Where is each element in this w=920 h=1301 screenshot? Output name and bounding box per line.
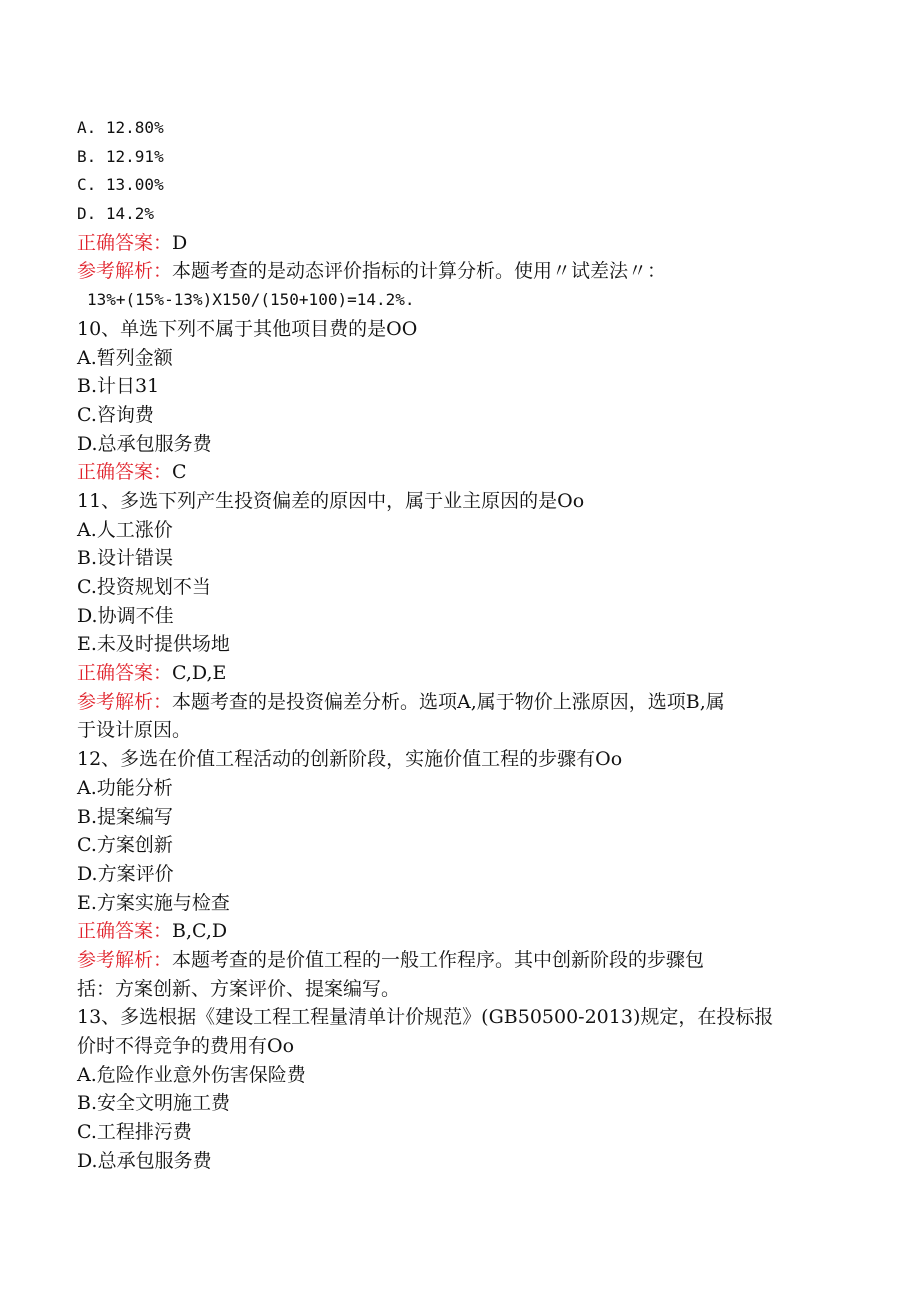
q11-option-c: C.投资规划不当: [77, 576, 211, 598]
q11-option-d: D.协调不佳: [77, 604, 174, 627]
q13-option-c: C.工程排污费: [77, 1121, 192, 1144]
q13-option-d: D.总承包服务费: [77, 1149, 212, 1172]
q12-answer: [77, 917, 827, 946]
q13-stem: 13、多选根据《建设工程工程量清单计价规范》(GB50500-2013)规定，在投标报: [77, 1006, 774, 1029]
q9-option-a: A. 12.80%: [77, 118, 164, 137]
q12-option-d: D.方案评价: [77, 862, 174, 885]
answer-value: D: [172, 231, 188, 254]
q11-analysis-continued: 于设计原因。: [77, 719, 192, 742]
answer-value: B,C,D: [172, 920, 228, 943]
document-page: [77, 114, 827, 1175]
q9-formula: 13%+(15%-13%)X150/(150+100)=14.2%.: [87, 290, 415, 310]
analysis-text: 本题考查的是价值工程的一般工作程序。其中创新阶段的步骤包: [172, 948, 705, 971]
q11-stem: 11、多选下列产生投资偏差的原因中，属于业主原因的是Oo: [77, 489, 585, 512]
q13-option-b: B.安全文明施工费: [77, 1092, 231, 1115]
q12-option-e: E.方案实施与检查: [77, 891, 230, 914]
analysis-text: 本题考查的是动态评价指标的计算分析。使用〃试差法〃：: [172, 260, 667, 283]
q9-analysis: [77, 257, 827, 286]
q11-analysis: [77, 688, 827, 717]
q12-analysis-continued: 括：方案创新、方案评价、提案编写。: [77, 977, 401, 1000]
answer-label: 正确答案：: [77, 920, 173, 943]
q10-option-d: D.总承包服务费: [77, 432, 212, 455]
q10-answer: [77, 458, 827, 487]
q11-option-e: E.未及时提供场地: [77, 633, 230, 656]
answer-label: 正确答案：: [77, 662, 173, 685]
q13-option-a: A.危险作业意外伤害保险费: [77, 1063, 306, 1086]
q10-option-a: A.暂列金额: [77, 346, 173, 369]
q10-option-b: B.计日31: [77, 375, 160, 398]
q9-option-b: B. 12.91%: [77, 146, 164, 166]
q9-answer: [77, 229, 827, 258]
q10-stem: 10、单选下列不属于其他项目费的是OO: [77, 317, 418, 340]
analysis-label: 参考解析：: [77, 690, 173, 713]
q9-option-d: D. 14.2%: [77, 204, 155, 224]
analysis-text: 本题考查的是投资偏差分析。选项A,属于物价上涨原因，选项B,属: [172, 690, 725, 713]
answer-value: C,D,E: [172, 662, 227, 685]
q13-stem-continued: 价时不得竞争的费用有Oo: [77, 1035, 295, 1057]
q11-answer: [77, 659, 827, 688]
q12-analysis: [77, 946, 827, 975]
q11-option-b: B.设计错误: [77, 547, 174, 570]
analysis-label: 参考解析：: [77, 948, 173, 971]
q9-option-c: C. 13.00%: [77, 175, 164, 195]
q10-option-c: C.咨询费: [77, 403, 154, 426]
q12-stem: 12、多选在价值工程活动的创新阶段，实施价值工程的步骤有Oo: [77, 748, 623, 771]
answer-label: 正确答案：: [77, 231, 173, 254]
answer-value: C: [172, 461, 187, 484]
q12-option-c: C.方案创新: [77, 834, 173, 857]
q12-option-b: B.提案编写: [77, 805, 174, 828]
q12-option-a: A.功能分析: [77, 776, 173, 799]
answer-label: 正确答案：: [77, 461, 173, 484]
analysis-label: 参考解析：: [77, 260, 173, 283]
q11-option-a: A.人工涨价: [77, 518, 173, 541]
